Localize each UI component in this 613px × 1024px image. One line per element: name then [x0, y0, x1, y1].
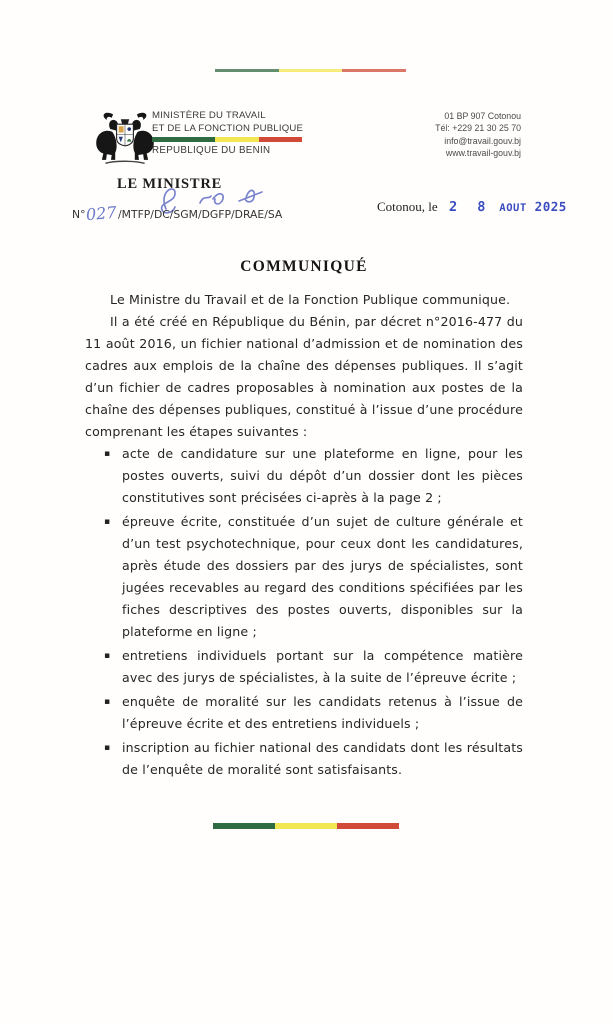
contact-line: Tél: +229 21 30 25 70	[435, 123, 521, 134]
list-item: ▪ acte de candidature sur une plateforme en ligne, pour les postes ouverts, suivi du dépôt d’un dossier dont les pièces constitutives sont précisées ci-après à la page 2 ;	[85, 443, 523, 509]
place-label: Cotonou, le	[377, 199, 438, 214]
reference-suffix: /MTFP/DC/SGM/DGFP/DRAE/SA	[118, 208, 283, 221]
contact-line: www.travail-gouv.bj	[445, 148, 521, 159]
country-label: REPUBLIQUE DU BENIN	[152, 145, 271, 156]
flag-divider-top	[215, 69, 406, 72]
ministry-line2: ET DE LA FONCTION PUBLIQUE	[152, 123, 304, 134]
stamp-day: 2 8	[448, 199, 492, 215]
ministry-name	[152, 109, 303, 135]
reference-prefix: N°	[72, 208, 86, 221]
flag-green-segment	[213, 823, 275, 829]
flag-divider-bottom	[213, 823, 399, 829]
flag-yellow-segment	[279, 69, 343, 72]
list-item: ▪ entretiens individuels portant sur la compétence matière avec des jurys de spécialistes, à la suite de l’épreuve écrite ;	[85, 645, 523, 689]
list-item: ▪ enquête de moralité sur les candidats retenus à l’issue de l’épreuve écrite et des entretiens individuels ;	[85, 691, 523, 735]
flag-red-segment	[259, 137, 303, 142]
intro-paragraph: Le Ministre du Travail et de la Fonction Publique communique.	[110, 292, 511, 307]
contact-block	[435, 110, 521, 160]
flag-divider-ministry	[152, 137, 302, 142]
contact-line: 01 BP 907 Cotonou	[444, 111, 521, 121]
document-body	[85, 256, 523, 783]
main-paragraph: Il a été créé en République du Bénin, par décret n°2016-477 du 11 août 2016, un fichier national d’admission et de nomination des cadres aux emplois de la chaîne des dépenses publiques. Il s’agit d’un fichier de cadres proposables à nomination aux postes de la chaîne des dépenses publiques, constitué à l’issue d’une procédure comprenant les étapes suivantes :	[85, 314, 523, 439]
minister-title: LE MINISTRE	[117, 176, 223, 192]
flag-yellow-segment	[215, 137, 259, 142]
document-title: COMMUNIQUÉ	[240, 258, 368, 275]
procedure-steps-list	[85, 443, 523, 781]
flag-yellow-segment	[275, 823, 337, 829]
flag-red-segment	[342, 69, 406, 72]
date-stamp	[448, 199, 566, 215]
date-line	[377, 199, 566, 215]
flag-red-segment	[337, 823, 399, 829]
stamp-year: 2025	[534, 199, 567, 214]
ministry-line1: MINISTÈRE DU TRAVAIL	[152, 110, 266, 121]
flag-green-segment	[215, 69, 279, 72]
list-item: ▪ épreuve écrite, constituée d’un sujet de culture générale et d’un test psychotechnique, pour ceux dont les candidatures, après étude des dossiers par des jurys de spécialistes, sont jugées recevables au regard des conditions spécifiées par les fiches descriptives des postes ouverts, disponibles sur la plateforme en ligne ;	[85, 511, 523, 643]
benin-coat-of-arms-logo	[90, 108, 160, 176]
list-item: ▪ inscription au fichier national des candidats dont les résultats de l’enquête de moralité sont satisfaisants.	[85, 737, 523, 781]
contact-line: info@travail.gouv.bj	[444, 135, 521, 146]
reference-number	[72, 202, 283, 225]
stamp-month: AOUT	[498, 202, 527, 214]
flag-green-segment	[152, 137, 215, 142]
reference-handwritten-number: 027	[85, 202, 118, 225]
